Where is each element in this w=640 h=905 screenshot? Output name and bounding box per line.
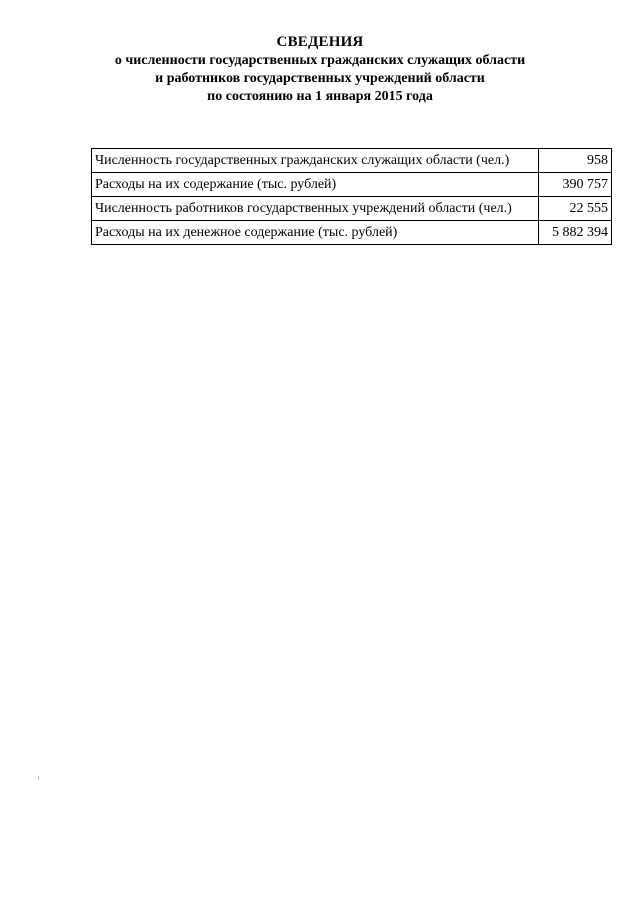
document-title: СВЕДЕНИЯ	[276, 34, 364, 50]
row-label: Расходы на их содержание (тыс. рублей)	[92, 173, 539, 197]
table-row	[92, 149, 612, 173]
row-label: Численность государственных гражданских служащих области (чел.)	[92, 149, 539, 173]
row-value: 22 555	[539, 197, 612, 221]
document-subtitle-line-1: о численности государственных гражданских служащих области	[114, 53, 526, 68]
document-date-line: по состоянию на 1 января 2015 года	[207, 89, 433, 104]
table-row	[92, 173, 612, 197]
table-row	[92, 197, 612, 221]
statistics-table	[91, 148, 612, 245]
table-row	[92, 221, 612, 245]
scan-mark	[38, 776, 39, 780]
row-value: 5 882 394	[539, 221, 612, 245]
row-value: 958	[539, 149, 612, 173]
row-label: Расходы на их денежное содержание (тыс. рублей)	[92, 221, 539, 245]
row-label: Численность работников государственных учреждений области (чел.)	[92, 197, 539, 221]
document-subtitle-line-2: и работников государственных учреждений области	[155, 71, 485, 86]
document-heading	[0, 33, 640, 106]
row-value: 390 757	[539, 173, 612, 197]
